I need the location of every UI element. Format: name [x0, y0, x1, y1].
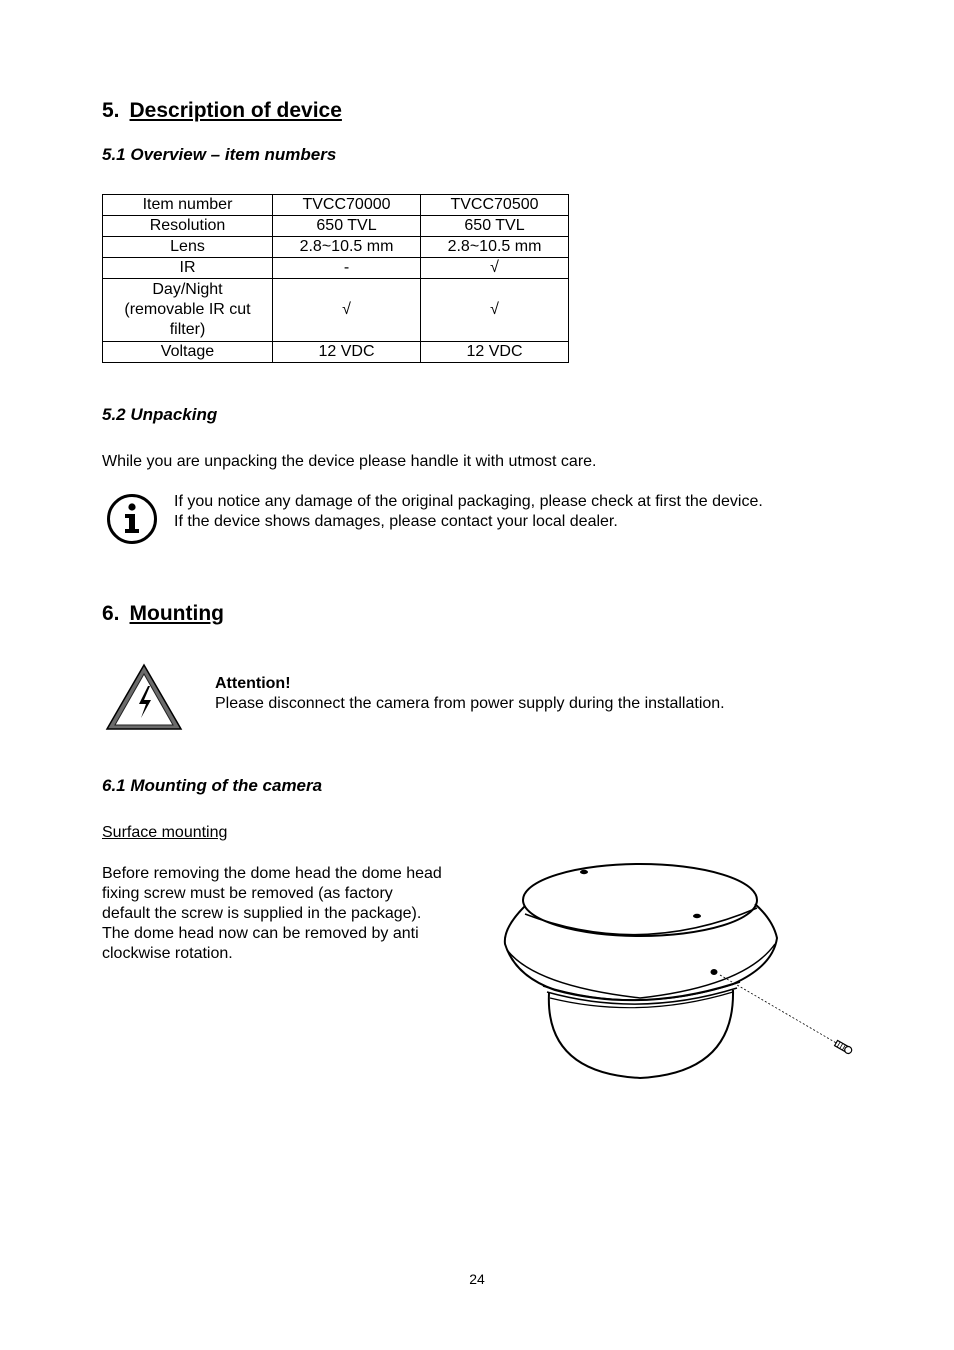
table-cell: Item number [103, 195, 273, 216]
mounting-paragraph: Before removing the dome head the dome head fixing screw must be removed (as factory default the screw is supplied in the package). The dome head now can be removed by anti clockwise rotation. [102, 865, 442, 962]
page-number: 24 [469, 1271, 485, 1287]
attention-note [215, 674, 725, 714]
section-6-heading [102, 602, 224, 626]
table-cell: √ [273, 279, 421, 342]
table-cell: IR [103, 258, 273, 279]
dome-camera-illustration [495, 858, 860, 1086]
section-6-1-heading: 6.1 Mounting of the camera [102, 776, 323, 795]
table-cell: √ [421, 258, 569, 279]
table-row [103, 279, 569, 342]
section-5-heading [102, 99, 342, 123]
section-5-2-heading: 5.2 Unpacking [102, 405, 218, 424]
table-cell: 2.8~10.5 mm [421, 237, 569, 258]
high-voltage-warning-icon [104, 662, 184, 732]
unpacking-intro: While you are unpacking the device please handle it with utmost care. [102, 453, 597, 470]
table-cell: Day/Night (removable IR cut filter) [103, 279, 273, 342]
table-cell: Resolution [103, 216, 273, 237]
table-cell: 2.8~10.5 mm [273, 237, 421, 258]
table-cell: √ [421, 279, 569, 342]
section-6-number: 6. [102, 602, 120, 625]
table-row [103, 216, 569, 237]
info-note [174, 492, 763, 532]
table-cell: 12 VDC [421, 342, 569, 363]
info-line-2: If the device shows damages, please contact your local dealer. [174, 513, 618, 530]
section-6-title: Mounting [129, 602, 224, 625]
table-cell: 650 TVL [421, 216, 569, 237]
table-header-row [103, 195, 569, 216]
table-cell: 12 VDC [273, 342, 421, 363]
table-cell: Voltage [103, 342, 273, 363]
table-cell: TVCC70000 [273, 195, 421, 216]
table-cell: - [273, 258, 421, 279]
table-row [103, 258, 569, 279]
surface-mounting-subheading: Surface mounting [102, 824, 228, 841]
table-cell: Lens [103, 237, 273, 258]
info-line-1: If you notice any damage of the original packaging, please check at first the device. [174, 493, 763, 510]
attention-title: Attention! [215, 675, 291, 692]
table-row [103, 342, 569, 363]
section-5-1-heading: 5.1 Overview – item numbers [102, 145, 337, 164]
table-cell: TVCC70500 [421, 195, 569, 216]
table-row [103, 237, 569, 258]
item-number-table [102, 194, 569, 363]
section-5-number: 5. [102, 99, 120, 122]
attention-text: Please disconnect the camera from power supply during the installation. [215, 695, 725, 712]
table-cell: 650 TVL [273, 216, 421, 237]
section-5-title: Description of device [129, 99, 342, 122]
info-icon [105, 492, 159, 546]
